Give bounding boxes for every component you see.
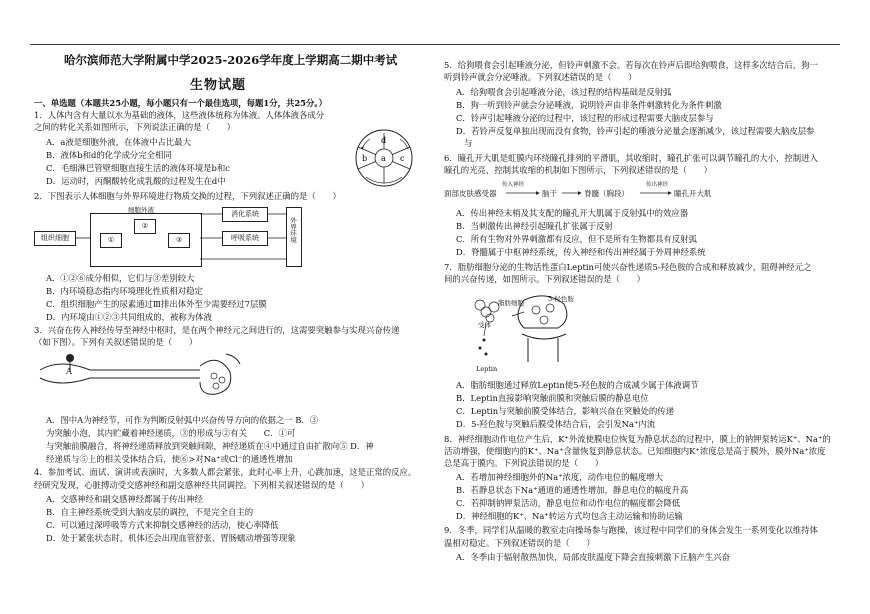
q8-stem: 总是高于膜内。下列说法错误的是（ ） xyxy=(444,458,604,468)
section-heading: 一、单选题（本题共25小题，每小题只有一个最佳选项，每题1分，共25分。） xyxy=(34,98,327,108)
q7-option-a: A．脂肪细胞通过释放Leptin使5-羟色胺的合成减少属于体液调节 xyxy=(456,380,699,390)
q1-option-a: A．a液是细胞外液，在体液中占比最大 xyxy=(46,137,192,147)
q1-option-c: C．毛细淋巴管壁细胞直接生活的液体环境是b和c xyxy=(46,163,230,173)
q8-stem: 活动增强，使细胞内的K⁺、Na⁺含量恢复到静息状态。已知细胞内K⁺浓度总是高于膜外，膜外Na⁺浓度 xyxy=(444,446,826,456)
q6-node-dilator: 瞳孔开大肌 xyxy=(674,189,712,198)
q9-stem: 温相对稳定。下列叙述错误的是（ ） xyxy=(444,538,595,548)
q6-arrows xyxy=(444,180,744,204)
q5-stem: 听到铃声就会分泌唾液。下列叙述错误的是（ ） xyxy=(444,72,637,82)
q6-node-brainstem: 脑干 xyxy=(542,189,557,198)
digestive-system-box: 消化系统 xyxy=(222,207,268,222)
q6-option-c: C．所有生物对外界刺激都有反应，但不是所有生物都具有反射弧 xyxy=(456,234,697,244)
q3-option-d: 经递质与⑤上的相关受体结合后，使⑥>对Na⁺或Cl⁻的通透性增加 xyxy=(46,454,293,464)
q3-fig-label-a: A xyxy=(66,366,73,376)
q6-option-d: D．脊髓属于中枢神经系统，传入神经和传出神经属于外周神经系统 xyxy=(456,247,706,257)
q4-option-c: C．可以通过深呼吸等方式来抑制交感神经的活动，使心率降低 xyxy=(46,520,279,530)
external-environment-label: 外界环境 xyxy=(289,217,297,243)
q2-exchange-diagram xyxy=(34,205,334,271)
q6-node-spinal: 脊髓（胸段） xyxy=(584,189,629,198)
fluid-box-3: ③ xyxy=(168,233,190,248)
fluid-label-b: b xyxy=(362,154,368,163)
q6-stem: 6．瞳孔开大肌是虹膜内环绕瞳孔排列的平滑肌，其收缩时，瞳孔扩张可以调节瞳孔的大小，控制进入 xyxy=(444,153,818,163)
q1-option-d: D．运动时，丙酮酸转化成乳酸的过程发生在d中 xyxy=(46,176,226,186)
q8-option-c: C．若抑制钠钾泵活动，静息电位和动作电位的幅度都会降低 xyxy=(456,498,681,508)
q8-option-a: A．若增加神经细胞外的Na⁺浓度，动作电位的幅度增大 xyxy=(456,472,664,482)
q7-fat-cell-label: 脂肪细胞 xyxy=(498,299,524,307)
q5-option-a: A．给狗喂食会引起唾液分泌，该过程的结构基础是反射弧 xyxy=(456,87,672,97)
q1-fluid-diagram xyxy=(344,127,424,189)
q3-synapse-diagram xyxy=(40,350,240,408)
q1-stem: 1．人体内含有大量以水为基础的液体，这些液体统称为体液。人体体液各成分 xyxy=(34,110,325,120)
q6-afferent-label: 传入神经 xyxy=(502,182,525,188)
q6-efferent-label: 传出神经 xyxy=(646,182,669,188)
q6-option-a: A．传出神经末梢及其支配的瞳孔开大肌属于反射弧中的效应器 xyxy=(456,208,689,218)
q4-stem: 4．参加考试、面试、演讲或表演时，大多数人都会紧张，此时心率上升，心跳加速，这是正常的反应。 xyxy=(34,467,417,477)
q1-stem: 之间的转化关系如图所示，下列说法正确的是（ ） xyxy=(34,122,235,132)
respiratory-system-box: 呼吸系统 xyxy=(222,231,268,246)
top-rule xyxy=(30,44,840,45)
tissue-cell-box: 组织细胞 xyxy=(34,231,76,246)
q7-stem: 7．脂肪细胞分泌的生物活性蛋白Leptin可使兴奋性递质5-羟色胺的合成和释放减少，阻碍神经元之 xyxy=(444,262,812,272)
q8-option-b: B．若静息状态下Na⁺通道的通透性增加，静息电位的幅度升高 xyxy=(456,485,689,495)
q6-option-b: B．当刺激传出神经引起瞳孔扩张属于反射 xyxy=(456,221,613,231)
q8-stem: 8．神经细胞动作电位产生后，K⁺外流使膜电位恢复为静息状态的过程中，膜上的钠钾泵转运K⁺、Na⁺的 xyxy=(444,434,831,444)
q3-option-c: 与突触前膜融合，将神经递质释放到突触间隙，神经递质在④中通过自由扩散向⑤ D．神 xyxy=(46,441,374,451)
q1-option-b: B．液体b和d的化学成分完全相同 xyxy=(46,150,172,160)
extracellular-fluid-label: 细胞外液 xyxy=(128,206,154,214)
q7-receptor-label: 受体 xyxy=(478,321,491,329)
q3-stem: 3．兴奋在传入神经传导至神经中枢时，是在两个神经元之间进行的，这需要突触参与实现兴奋传递 xyxy=(34,325,400,335)
exam-title: 哈尔滨师范大学附属中学2025-2026学年度上学期高二期中考试 xyxy=(64,53,398,67)
q4-stem: 经研究发现，心脏搏动受交感神经和副交感神经共同调控。下列相关叙述错误的是（ ） xyxy=(34,480,369,490)
fluid-box-2: ② xyxy=(134,219,156,234)
q6-reflex-diagram xyxy=(444,180,744,204)
q5-option-b: B．狗一听到铃声就会分泌唾液，说明铃声由非条件刺激转化为条件刺激 xyxy=(456,100,722,110)
fluid-label-c: c xyxy=(400,154,405,163)
q7-option-c: C．Leptin与突触前膜受体结合，影响兴奋在突触处的传递 xyxy=(456,406,674,416)
fluid-label-d: d xyxy=(381,136,387,145)
q5-option-c: C．铃声引起唾液分泌的过程中，该过程的形成过程需要大脑皮层参与 xyxy=(456,113,714,123)
q2-option-c: C．组织细胞产生的尿素通过Ⅲ排出体外至少需要经过7层膜 xyxy=(46,299,267,309)
q8-option-d: D．神经细胞的K⁺、Na⁺转运方式均包含主动运输和协助运输 xyxy=(456,511,683,521)
q3-option-b: 为突触小泡，其内贮藏着神经递质，③的形成与②有关 C．①可 xyxy=(46,428,296,438)
q3-stem: （如下图）。下列有关叙述错误的是（ ） xyxy=(34,337,198,347)
q6-node-receptor: 面部皮肤感受器 xyxy=(444,189,497,198)
q5-option-d: D．若铃声反复单独出现而没有食物，铃声引起的唾液分泌量会逐渐减少，该过程需要大脑皮层参 xyxy=(456,126,815,136)
q2-stem: 2．下图表示人体细胞与外界环境进行物质交换的过程，下列叙述正确的是（ ） xyxy=(34,191,341,201)
subject-title: 生物试题 xyxy=(190,78,247,93)
q2-option-d: D．内环境由①②③共同组成的，被称为体液 xyxy=(46,312,212,322)
q3-option-a: A．图中A为神经节，可作为判断反射弧中兴奋传导方向的依据之一 B．③ xyxy=(46,415,319,425)
q4-option-a: A．交感神经和副交感神经都属于传出神经 xyxy=(46,494,203,504)
fluid-label-a: a xyxy=(381,154,386,163)
q7-stem: 间的兴奋传递，如图所示。下列叙述错误的是（ ） xyxy=(444,274,645,284)
q2-option-b: B．内环境稳态指内环境理化性质相对稳定 xyxy=(46,286,203,296)
q5-option-d: 与 xyxy=(464,138,473,148)
q4-option-d: D．处于紧张状态时，机体还会出现血管舒张、胃肠蠕动增强等现象 xyxy=(46,533,296,543)
q9-stem: 9．冬季，同学们从温暖的教室走向操场参与跑操，该过程中同学们的身体会发生一系列变化以维持体 xyxy=(444,525,818,535)
q7-leptin-label: Leptin xyxy=(476,365,498,373)
fluid-box-1: ① xyxy=(100,233,122,248)
q2-arrows xyxy=(34,205,334,271)
q2-option-a: A．①②⑥成分相似，它们与③差别较大 xyxy=(46,273,195,283)
q9-option-a: A．冬季由于辐射散热加快，局部皮肤温度下降会直接刺激下丘脑产生兴奋 xyxy=(456,552,731,562)
q5-stem: 5．给狗喂食会引起唾液分泌，但铃声刺激不会。若每次在铃声后即给狗喂食，这样多次结合后，狗一 xyxy=(444,60,818,70)
q7-serotonin-label: 5-羟色胺 xyxy=(548,295,574,303)
q7-option-d: D．5-羟色胺与突触后膜受体结合后，会引发Na⁺内流 xyxy=(456,419,656,429)
q6-stem: 瞳孔的光亮，控制其收缩的机制如下图所示，下列叙述错误的是（ ） xyxy=(444,165,712,175)
q4-option-b: B．自主神经系统受到大脑皮层的调控，不是完全自主的 xyxy=(46,507,254,517)
q7-option-b: B．Leptin直接影响突触前膜和突触后膜的静息电位 xyxy=(456,393,649,403)
